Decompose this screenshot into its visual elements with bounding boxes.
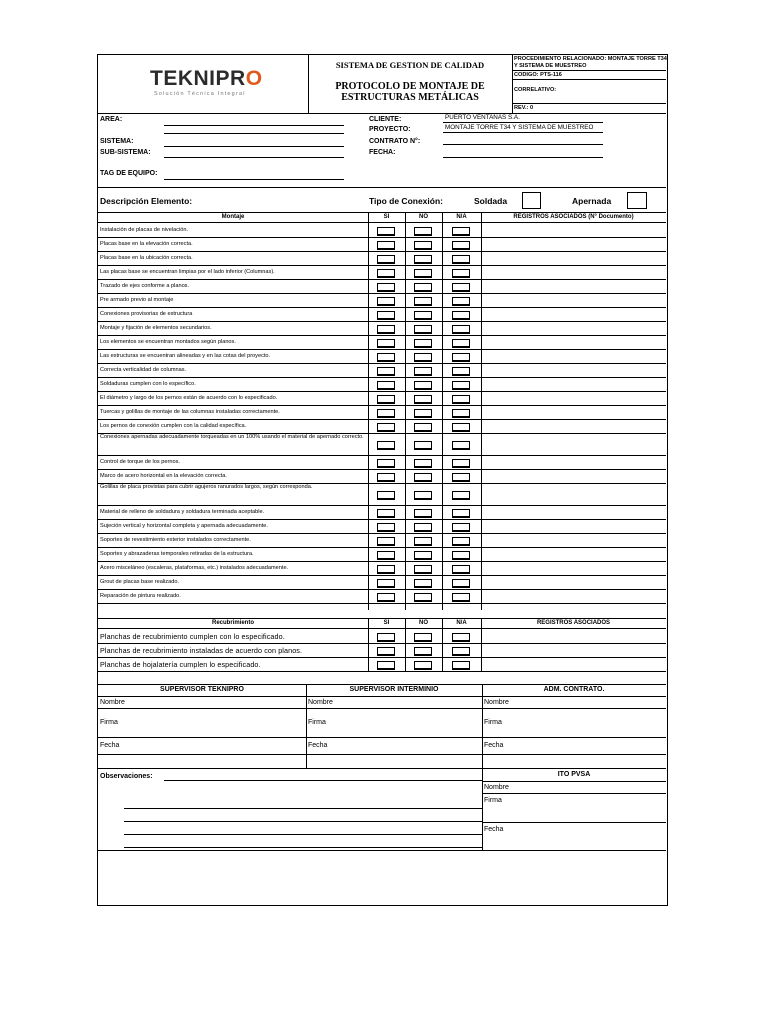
montaje-si-checkbox[interactable] bbox=[377, 241, 395, 250]
montaje-registro-cell[interactable] bbox=[482, 265, 666, 279]
montaje-no-checkbox[interactable] bbox=[414, 367, 432, 376]
montaje-registro-cell[interactable] bbox=[482, 377, 666, 391]
related-procedure: PROCEDIMIENTO RELACIONADO: MONTAJE TORRE T34 Y SISTEMA DE MUESTREO bbox=[514, 56, 667, 69]
montaje-na-checkbox[interactable] bbox=[452, 565, 470, 574]
proyecto-label: PROYECTO: bbox=[369, 126, 411, 133]
montaje-item-label: Tuercas y golillas de montaje de las columnas instaladas correctamente. bbox=[100, 408, 280, 415]
montaje-checklist bbox=[98, 212, 666, 613]
montaje-registro-cell[interactable] bbox=[482, 237, 666, 251]
montaje-na-checkbox[interactable] bbox=[452, 241, 470, 250]
montaje-si-checkbox[interactable] bbox=[377, 395, 395, 404]
montaje-item-label: Trazado de ejes conforme a planos. bbox=[100, 282, 190, 289]
montaje-si-checkbox[interactable] bbox=[377, 283, 395, 292]
montaje-item-label: Las placas base se encuentran limpias por el lado inferior (Columnas). bbox=[100, 268, 275, 275]
montaje-item-label: Acero misceláneo (escaleras, plataformas, etc.) instalados adecuadamente. bbox=[100, 564, 289, 571]
observaciones-line-5[interactable] bbox=[124, 847, 482, 848]
montaje-item-label: Conexiones apernadas adecuadamente torqueadas en un 100% usando el material de apernado correcto. bbox=[100, 434, 364, 440]
montaje-item-label: Los elementos se encuentran montados según planos. bbox=[100, 338, 236, 345]
montaje-no-checkbox[interactable] bbox=[414, 523, 432, 532]
montaje-si-checkbox[interactable] bbox=[377, 255, 395, 264]
montaje-na-checkbox[interactable] bbox=[452, 551, 470, 560]
ito-firma[interactable]: Firma bbox=[484, 797, 502, 804]
montaje-si-checkbox[interactable] bbox=[377, 381, 395, 390]
montaje-row bbox=[98, 575, 666, 589]
subsistema-label: SUB-SISTEMA: bbox=[100, 149, 151, 156]
recubrimiento-header: Recubrimiento bbox=[211, 620, 254, 626]
montaje-no-checkbox[interactable] bbox=[414, 509, 432, 518]
recubrimiento-si-checkbox[interactable] bbox=[377, 661, 395, 670]
montaje-registro-cell[interactable] bbox=[482, 433, 666, 455]
montaje-row bbox=[98, 223, 666, 237]
adm-contrato-header: ADM. CONTRATO. bbox=[543, 686, 605, 693]
supervisor-teknipro-header: SUPERVISOR TEKNIPRO bbox=[160, 686, 244, 693]
montaje-row bbox=[98, 469, 666, 483]
montaje-item-label: Reparación de pintura realizado. bbox=[100, 592, 181, 599]
montaje-item-label: Pre armado previo al montaje bbox=[100, 296, 174, 303]
montaje-row bbox=[98, 455, 666, 469]
montaje-registros-header: REGISTROS ASOCIADOS (N° Documento) bbox=[513, 214, 634, 220]
montaje-item-label: Grout de placas base realizado. bbox=[100, 578, 179, 585]
connection-type-label: Tipo de Conexión: bbox=[369, 196, 443, 206]
montaje-no-checkbox[interactable] bbox=[414, 381, 432, 390]
observaciones-line-1[interactable] bbox=[164, 780, 482, 781]
contrato-label: CONTRATO N°: bbox=[369, 138, 421, 145]
montaje-si-checkbox[interactable] bbox=[377, 297, 395, 306]
montaje-registro-cell[interactable] bbox=[482, 483, 666, 505]
recubrimiento-na-checkbox[interactable] bbox=[452, 633, 470, 642]
recubrimiento-registro-cell[interactable] bbox=[482, 643, 666, 657]
montaje-si-checkbox[interactable] bbox=[377, 409, 395, 418]
montaje-na-checkbox[interactable] bbox=[452, 537, 470, 546]
montaje-registro-cell[interactable] bbox=[482, 405, 666, 419]
montaje-row bbox=[98, 589, 666, 603]
montaje-row bbox=[98, 533, 666, 547]
montaje-registro-cell[interactable] bbox=[482, 547, 666, 561]
recubrimiento-item-label: Planchas de hojalatería cumplen lo especificado. bbox=[100, 659, 261, 669]
montaje-item-label: Golillas de placa provistas para cubrir agujeros ranurados largos, según corresponda. bbox=[100, 484, 313, 490]
recubrimiento-item-label: Planchas de recubrimiento cumplen con lo especificado. bbox=[100, 631, 285, 641]
montaje-na-checkbox[interactable] bbox=[452, 473, 470, 482]
montaje-si-checkbox[interactable] bbox=[377, 537, 395, 546]
montaje-si-checkbox[interactable] bbox=[377, 491, 395, 500]
montaje-si-checkbox[interactable] bbox=[377, 473, 395, 482]
montaje-no-checkbox[interactable] bbox=[414, 551, 432, 560]
montaje-no-checkbox[interactable] bbox=[414, 491, 432, 500]
montaje-item-label: Placas base en la ubicación correcta. bbox=[100, 254, 193, 261]
montaje-registro-cell[interactable] bbox=[482, 335, 666, 349]
montaje-item-label: Material de relleno de soldadura y soldadura terminada aceptable. bbox=[100, 508, 265, 515]
supervisor-interminio-header: SUPERVISOR INTERMINIO bbox=[349, 686, 439, 693]
fecha-label: FECHA: bbox=[369, 149, 396, 156]
revision-label: REV.: 0 bbox=[514, 105, 534, 111]
recubrimiento-registro-cell[interactable] bbox=[482, 629, 666, 643]
montaje-si-checkbox[interactable] bbox=[377, 593, 395, 602]
montaje-na-checkbox[interactable] bbox=[452, 459, 470, 468]
montaje-row bbox=[98, 293, 666, 307]
montaje-na-checkbox[interactable] bbox=[452, 283, 470, 292]
system-title: SISTEMA DE GESTION DE CALIDAD bbox=[335, 60, 485, 70]
montaje-si-checkbox[interactable] bbox=[377, 367, 395, 376]
recubrimiento-row bbox=[98, 657, 666, 671]
tag-label: TAG DE EQUIPO: bbox=[100, 170, 158, 177]
sig1-nombre[interactable]: Nombre bbox=[100, 699, 125, 706]
recubrimiento-item-label: Planchas de recubrimiento instaladas de acuerdo con planos. bbox=[100, 645, 303, 655]
montaje-item-label: Sujeción vertical y horizontal completa y apernada adecuadamente. bbox=[100, 522, 268, 529]
montaje-row bbox=[98, 377, 666, 391]
montaje-registro-cell[interactable] bbox=[482, 307, 666, 321]
montaje-na-checkbox[interactable] bbox=[452, 579, 470, 588]
montaje-no-checkbox[interactable] bbox=[414, 227, 432, 236]
montaje-no-checkbox[interactable] bbox=[414, 325, 432, 334]
recubrimiento-si-header: SI bbox=[383, 620, 390, 626]
montaje-na-checkbox[interactable] bbox=[452, 381, 470, 390]
montaje-na-header: N/A bbox=[456, 214, 467, 220]
sig1-fecha[interactable]: Fecha bbox=[100, 742, 120, 749]
montaje-row bbox=[98, 419, 666, 433]
header-bottom-line bbox=[98, 113, 666, 114]
montaje-registro-cell[interactable] bbox=[482, 349, 666, 363]
montaje-si-checkbox[interactable] bbox=[377, 227, 395, 236]
montaje-na-checkbox[interactable] bbox=[452, 509, 470, 518]
montaje-no-checkbox[interactable] bbox=[414, 593, 432, 602]
montaje-na-checkbox[interactable] bbox=[452, 255, 470, 264]
sig3-nombre[interactable]: Nombre bbox=[484, 699, 509, 706]
montaje-row bbox=[98, 251, 666, 265]
area-field[interactable] bbox=[164, 125, 344, 126]
recubrimiento-row bbox=[98, 629, 666, 643]
apernada-checkbox[interactable] bbox=[627, 192, 647, 209]
montaje-row bbox=[98, 391, 666, 405]
sig2-fecha[interactable]: Fecha bbox=[308, 742, 328, 749]
contrato-field[interactable] bbox=[443, 144, 603, 145]
document-code: CODIGO: PTS-116 bbox=[514, 72, 562, 78]
montaje-row bbox=[98, 483, 666, 505]
fecha-field[interactable] bbox=[443, 157, 603, 158]
soldada-checkbox[interactable] bbox=[522, 192, 541, 209]
recubrimiento-no-checkbox[interactable] bbox=[414, 633, 432, 642]
montaje-si-checkbox[interactable] bbox=[377, 423, 395, 432]
montaje-item-label: Correcta verticalidad de columnas. bbox=[100, 366, 187, 373]
montaje-row bbox=[98, 279, 666, 293]
montaje-si-checkbox[interactable] bbox=[377, 551, 395, 560]
element-description-label: Descripción Elemento: bbox=[100, 196, 193, 206]
montaje-item-label: Soldaduras cumplen con lo específico. bbox=[100, 380, 196, 387]
montaje-si-checkbox[interactable] bbox=[377, 441, 395, 450]
montaje-si-checkbox[interactable] bbox=[377, 509, 395, 518]
recubrimiento-no-checkbox[interactable] bbox=[414, 661, 432, 670]
logo-text: TEKNIPRO bbox=[150, 67, 263, 90]
recubrimiento-no-header: NO bbox=[419, 620, 428, 626]
montaje-item-label: Conexiones provisorias de estructura bbox=[100, 310, 193, 317]
montaje-na-checkbox[interactable] bbox=[452, 297, 470, 306]
montaje-na-checkbox[interactable] bbox=[452, 339, 470, 348]
montaje-registro-cell[interactable] bbox=[482, 533, 666, 547]
montaje-item-label: Montaje y fijación de elementos secundarios. bbox=[100, 324, 212, 331]
montaje-registro-cell[interactable] bbox=[482, 321, 666, 335]
montaje-na-checkbox[interactable] bbox=[452, 409, 470, 418]
montaje-registro-cell[interactable] bbox=[482, 251, 666, 265]
montaje-na-checkbox[interactable] bbox=[452, 227, 470, 236]
montaje-registro-cell[interactable] bbox=[482, 519, 666, 533]
montaje-na-checkbox[interactable] bbox=[452, 269, 470, 278]
montaje-registro-cell[interactable] bbox=[482, 223, 666, 237]
montaje-si-checkbox[interactable] bbox=[377, 579, 395, 588]
ito-nombre[interactable]: Nombre bbox=[484, 784, 509, 791]
montaje-row bbox=[98, 307, 666, 321]
montaje-registro-cell[interactable] bbox=[482, 589, 666, 603]
montaje-no-checkbox[interactable] bbox=[414, 255, 432, 264]
montaje-na-checkbox[interactable] bbox=[452, 325, 470, 334]
montaje-na-checkbox[interactable] bbox=[452, 395, 470, 404]
montaje-header: Montaje bbox=[221, 214, 245, 220]
montaje-no-header: NO bbox=[419, 214, 428, 220]
montaje-item-label: Marco de acero horizontal en la elevación correcta. bbox=[100, 472, 227, 479]
montaje-no-checkbox[interactable] bbox=[414, 297, 432, 306]
montaje-registro-cell[interactable] bbox=[482, 391, 666, 405]
montaje-si-checkbox[interactable] bbox=[377, 523, 395, 532]
ito-fecha[interactable]: Fecha bbox=[484, 826, 504, 833]
protocol-form bbox=[97, 54, 668, 906]
montaje-no-checkbox[interactable] bbox=[414, 353, 432, 362]
montaje-no-checkbox[interactable] bbox=[414, 409, 432, 418]
montaje-si-checkbox[interactable] bbox=[377, 269, 395, 278]
cliente-value: PUERTO VENTANAS S.A. bbox=[445, 114, 520, 121]
subsistema-field[interactable] bbox=[164, 157, 344, 158]
recubrimiento-si-checkbox[interactable] bbox=[377, 647, 395, 656]
montaje-no-checkbox[interactable] bbox=[414, 339, 432, 348]
tag-field[interactable] bbox=[164, 179, 344, 180]
montaje-no-checkbox[interactable] bbox=[414, 241, 432, 250]
montaje-no-checkbox[interactable] bbox=[414, 565, 432, 574]
montaje-item-label: Soportes y abrazaderas temporales retiradas de la estructura. bbox=[100, 550, 254, 557]
montaje-no-checkbox[interactable] bbox=[414, 473, 432, 482]
montaje-row bbox=[98, 433, 666, 455]
protocol-title: PROTOCOLO DE MONTAJE DE ESTRUCTURAS METÁLICAS bbox=[335, 81, 485, 103]
montaje-row bbox=[98, 363, 666, 377]
recubrimiento-si-checkbox[interactable] bbox=[377, 633, 395, 642]
signature-block bbox=[98, 684, 666, 769]
soldada-label: Soldada bbox=[474, 196, 508, 206]
montaje-si-checkbox[interactable] bbox=[377, 311, 395, 320]
montaje-registro-cell[interactable] bbox=[482, 561, 666, 575]
logo-tagline: Solución Técnica Integral bbox=[154, 91, 246, 97]
montaje-item-label: Soportes de revestimiento exterior instalados correctamente. bbox=[100, 536, 251, 543]
recubrimiento-na-checkbox[interactable] bbox=[452, 661, 470, 670]
sistema-field[interactable] bbox=[164, 146, 344, 147]
sig3-fecha[interactable]: Fecha bbox=[484, 742, 504, 749]
montaje-si-checkbox[interactable] bbox=[377, 353, 395, 362]
montaje-row bbox=[98, 405, 666, 419]
montaje-na-checkbox[interactable] bbox=[452, 441, 470, 450]
montaje-no-checkbox[interactable] bbox=[414, 579, 432, 588]
recubrimiento-na-header: N/A bbox=[456, 620, 467, 626]
montaje-item-label: Placas base en la elevación correcta. bbox=[100, 240, 193, 247]
montaje-si-checkbox[interactable] bbox=[377, 325, 395, 334]
recubrimiento-registros-header: REGISTROS ASOCIADOS bbox=[536, 620, 611, 626]
montaje-registro-cell[interactable] bbox=[482, 419, 666, 433]
sig2-firma[interactable]: Firma bbox=[308, 719, 326, 726]
recubrimiento-na-checkbox[interactable] bbox=[452, 647, 470, 656]
montaje-item-label: Los pernos de conexión cumplen con la calidad específica. bbox=[100, 422, 247, 429]
montaje-na-checkbox[interactable] bbox=[452, 593, 470, 602]
montaje-item-label: El diámetro y largo de los pernos están de acuerdo con lo especificado. bbox=[100, 394, 278, 401]
apernada-label: Apernada bbox=[572, 196, 612, 206]
montaje-na-checkbox[interactable] bbox=[452, 491, 470, 500]
montaje-row bbox=[98, 349, 666, 363]
montaje-na-checkbox[interactable] bbox=[452, 367, 470, 376]
observaciones-line-4[interactable] bbox=[124, 834, 482, 835]
montaje-row bbox=[98, 561, 666, 575]
montaje-no-checkbox[interactable] bbox=[414, 537, 432, 546]
montaje-row bbox=[98, 321, 666, 335]
montaje-no-checkbox[interactable] bbox=[414, 441, 432, 450]
montaje-registro-cell[interactable] bbox=[482, 575, 666, 589]
ito-pvsa-header: ITO PVSA bbox=[557, 771, 591, 778]
montaje-registro-cell[interactable] bbox=[482, 279, 666, 293]
header-divider-2 bbox=[512, 55, 513, 113]
montaje-no-checkbox[interactable] bbox=[414, 311, 432, 320]
company-logo bbox=[150, 67, 263, 99]
observaciones-line-2[interactable] bbox=[124, 808, 482, 809]
montaje-row bbox=[98, 505, 666, 519]
recubrimiento-no-checkbox[interactable] bbox=[414, 647, 432, 656]
montaje-item-label: Instalación de placas de nivelación. bbox=[100, 226, 189, 233]
montaje-no-checkbox[interactable] bbox=[414, 459, 432, 468]
montaje-registro-cell[interactable] bbox=[482, 505, 666, 519]
montaje-si-header: SI bbox=[383, 214, 390, 220]
recubrimiento-registro-cell[interactable] bbox=[482, 657, 666, 671]
montaje-registro-cell[interactable] bbox=[482, 455, 666, 469]
sig1-firma[interactable]: Firma bbox=[100, 719, 118, 726]
proyecto-value: MONTAJE TORRE T34 Y SISTEMA DE MUESTREO bbox=[445, 124, 594, 131]
montaje-row bbox=[98, 335, 666, 349]
montaje-na-checkbox[interactable] bbox=[452, 353, 470, 362]
observaciones-label: Observaciones: bbox=[100, 773, 153, 780]
montaje-row bbox=[98, 237, 666, 251]
montaje-item-label: Las estructuras se encuentran alineadas y en las cotas del proyecto. bbox=[100, 352, 271, 359]
montaje-registro-cell[interactable] bbox=[482, 363, 666, 377]
montaje-no-checkbox[interactable] bbox=[414, 269, 432, 278]
montaje-registro-cell[interactable] bbox=[482, 293, 666, 307]
montaje-na-checkbox[interactable] bbox=[452, 523, 470, 532]
montaje-si-checkbox[interactable] bbox=[377, 459, 395, 468]
montaje-na-checkbox[interactable] bbox=[452, 423, 470, 432]
sig2-nombre[interactable]: Nombre bbox=[308, 699, 333, 706]
montaje-item-label: Control de torque de los pernos. bbox=[100, 458, 180, 465]
observaciones-block bbox=[98, 769, 666, 905]
montaje-si-checkbox[interactable] bbox=[377, 565, 395, 574]
observaciones-line-3[interactable] bbox=[124, 821, 482, 822]
montaje-row bbox=[98, 265, 666, 279]
montaje-no-checkbox[interactable] bbox=[414, 423, 432, 432]
montaje-registro-cell[interactable] bbox=[482, 469, 666, 483]
montaje-na-checkbox[interactable] bbox=[452, 311, 470, 320]
montaje-no-checkbox[interactable] bbox=[414, 395, 432, 404]
recubrimiento-checklist bbox=[98, 618, 666, 673]
sig3-firma[interactable]: Firma bbox=[484, 719, 502, 726]
montaje-no-checkbox[interactable] bbox=[414, 283, 432, 292]
montaje-row bbox=[98, 547, 666, 561]
correlativo-label: CORRELATIVO: bbox=[514, 87, 557, 93]
montaje-si-checkbox[interactable] bbox=[377, 339, 395, 348]
recubrimiento-row bbox=[98, 643, 666, 657]
sistema-label: SISTEMA: bbox=[100, 138, 134, 145]
cliente-label: CLIENTE: bbox=[369, 116, 402, 123]
area-label: AREA: bbox=[100, 116, 123, 123]
montaje-row bbox=[98, 519, 666, 533]
